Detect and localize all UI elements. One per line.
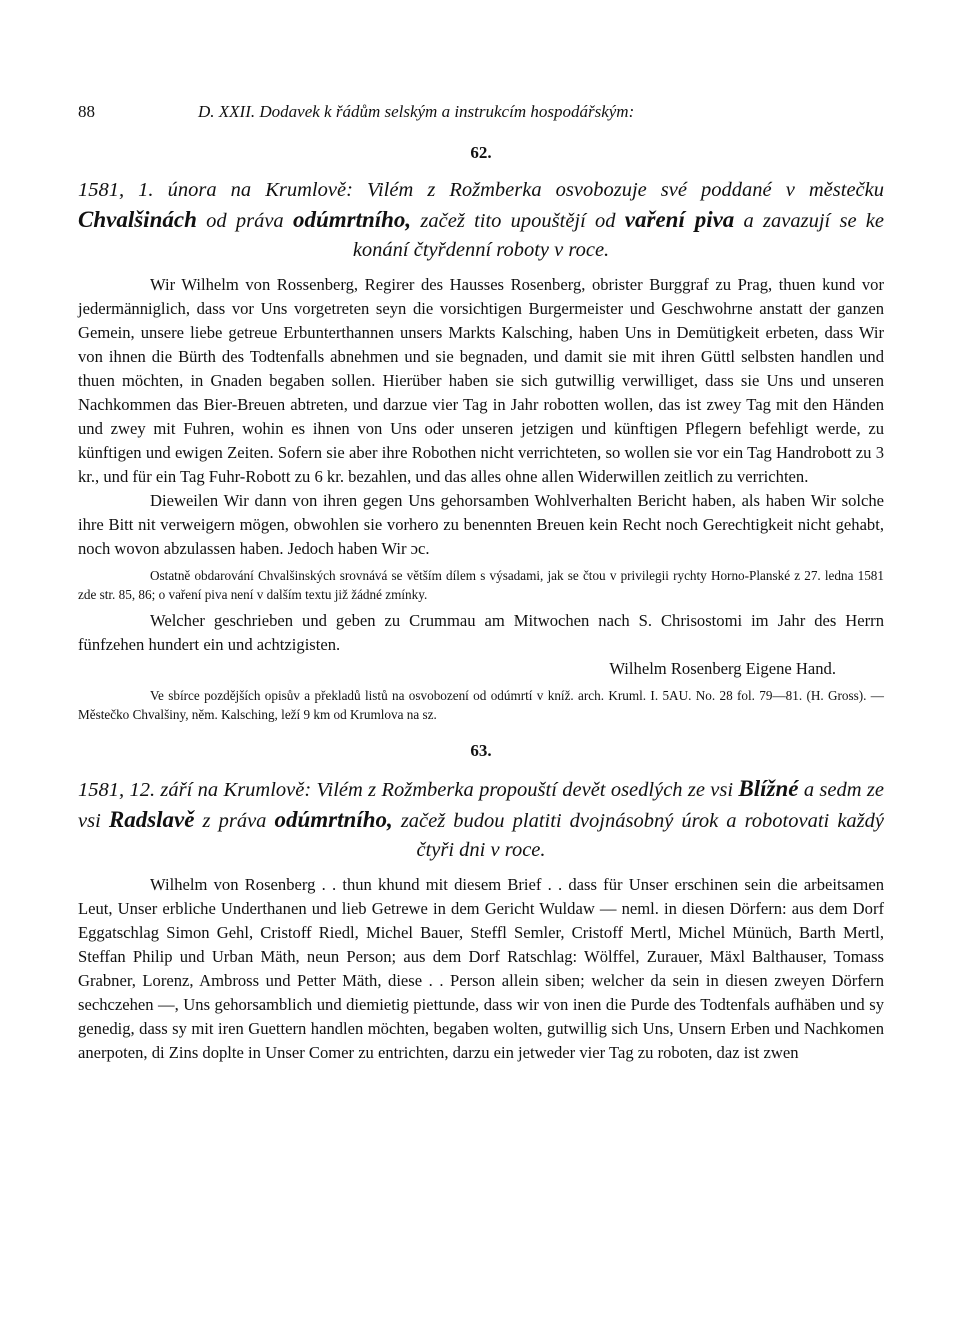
heading-text: a zavazují se ke konání čtyřdenní roboty v roce. [352, 210, 884, 261]
editorial-note: Ostatně obdarování Chvalšinských srovnává se větším dílem s výsadami, jak se čtou v privilegii rychty Horno-Planské z 27. ledna 1581 zde str. 85, 86; o vaření piva není v dalším textu již žádné zmínky. [78, 568, 884, 602]
heading-text: začež budou platiti dvojnásobný úrok a robotovati každý čtyři dni v roce. [392, 810, 884, 861]
heading-place-name: Radslavě [108, 807, 195, 832]
running-header [78, 96, 884, 126]
heading-text: a sedm ze vsi [78, 779, 884, 832]
heading-keyword: odúmrtního, [274, 807, 393, 832]
heading-place-name: Chvalšinách [78, 207, 197, 232]
body-paragraph: Welcher geschrieben und geben zu Crummau am Mitwochen nach S. Chrisostomi im Jahr des Herrn fünfzehen hundert ein und achtzigisten. [78, 611, 884, 654]
heading-text: 1581, 1. února na Krumlově: Vilém z Rožmberka osvobozuje své poddané v městečku [78, 179, 884, 201]
heading-keyword: vaření piva [624, 207, 735, 232]
running-title: D. XXII. Dodavek k řádům selským a instrukcím hospodářským: [198, 102, 635, 121]
page-number: 88 [78, 102, 95, 121]
heading-text: od práva [196, 210, 293, 232]
heading-text: začež tito upouštějí od [411, 210, 625, 232]
document-number: 63. [470, 741, 492, 760]
document-number: 62. [470, 143, 492, 162]
document-63 [78, 740, 884, 1065]
body-paragraph: Dieweilen Wir dann von ihren gegen Uns gehorsamben Wohlverhalten Bericht haben, als haben Wir solche ihre Bitt nit verweigern mögen, obwohlen sie vorhero zu benennten Breuen kein Recht noch Gerechtigkeit nicht gehabt, noch wovon abzulassen haben. Jedoch haben Wir ɔc. [78, 491, 884, 558]
heading-place-name: Blížné [738, 776, 799, 801]
signature: Wilhelm Rosenberg Eigene Hand. [609, 659, 836, 678]
document-page [78, 96, 884, 1065]
source-note: Ve sbírce pozdějších opisův a překladů listů na osvobození od odúmrtí v kníž. arch. Kruml. I. 5AU. No. 28 fol. 79—81. (H. Gross). — Městečko Chvalšiny, něm. Kalsching, leží 9 km od Krumlova na sz. [78, 688, 884, 722]
document-heading [78, 176, 884, 265]
heading-text: 1581, 12. září na Krumlově: Vilém z Rožmberka propouští devět osedlých ze vsi [78, 779, 739, 801]
body-paragraph: Wir Wilhelm von Rossenberg, Regirer des Hausses Rosenberg, obrister Burggraf zu Prag, thuen kund vor jedermänniglich, dass vor Uns vorgetreten seyn die vorsichtigen Burgermeister und Geschwohrne anstatt der ganzen Gemein, unsere liebe getreue Erbunterthannen unsers Markts Kalsching, haben Uns in Demütigkeit erbeten, dass Wir von ihnen die Bürth des Todtenfalls abnehmen und sie begnaden, und damit sie mit ihren Güttl selbsten handlen und thuen möchten, in Gnaden begaben sollen. Hierüber haben sie sich gutwillig verwilliget, dass sie Uns und unseren Nachkommen das Bier-Breuen abtreten, und darzue vier Tag in Jahr robotten wollen, das ist zwey Tag mit den Händen und zwey mit Fuhren, wohin es ihnen von Uns oder unseren jetzigen und künftigen Pflegern befehligt werde, zu künftigen und ewigen Zeiten. Sofern sie aber ihre Robothen nicht verrichteten, so wollen sie vor ein Tag Handrobott zu 3 kr., und für ein Tag Fuhr-Robott zu 6 kr. bezahlen, und das alles ohne allen Widerwillen zeitlich zu verrichten. [78, 275, 884, 486]
document-62 [78, 142, 884, 724]
document-heading [78, 774, 884, 865]
body-paragraph: Wilhelm von Rosenberg . . thun khund mit diesem Brief . . dass für Unser erschinen sein die arbeitsamen Leut, Unser erbliche Underthanen und lieb Getrewe in dem Gericht Wuldaw — neml. in diesen Dörfern: aus dem Dorf Eggatschlag Simon Gehl, Cristoff Riedl, Michel Bauer, Steffl Semler, Cristoff Mertl, Michel Münüch, Barth Mertl, Steffan Philip und Urban Mäth, neun Person; aus dem Dorf Ratschlag: Wölffel, Zurauer, Mäxl Balthauser, Tomass Grabner, Lorenz, Ambross und Petter Mäth, diese . . Person allein siben; welcher da sein in diesen zweyen Dörfern sechczehen —, Uns gehorsamblich und diemietig piettunde, dass wir von inen die Purde des Todtenfals aufhäben und sy genedig, dass sy mit iren Guettern handlen möchten, begaben wolten, gutwillig sich Uns, Unsern Erben und Nachkomen anerpoten, di Zins doplte in Unser Comer zu entrichten, darzu ein jetweder vier Tag zu roboten, daz ist zwen [78, 875, 884, 1062]
heading-text: z práva [194, 810, 275, 832]
heading-keyword: odúmrtního, [292, 207, 412, 232]
